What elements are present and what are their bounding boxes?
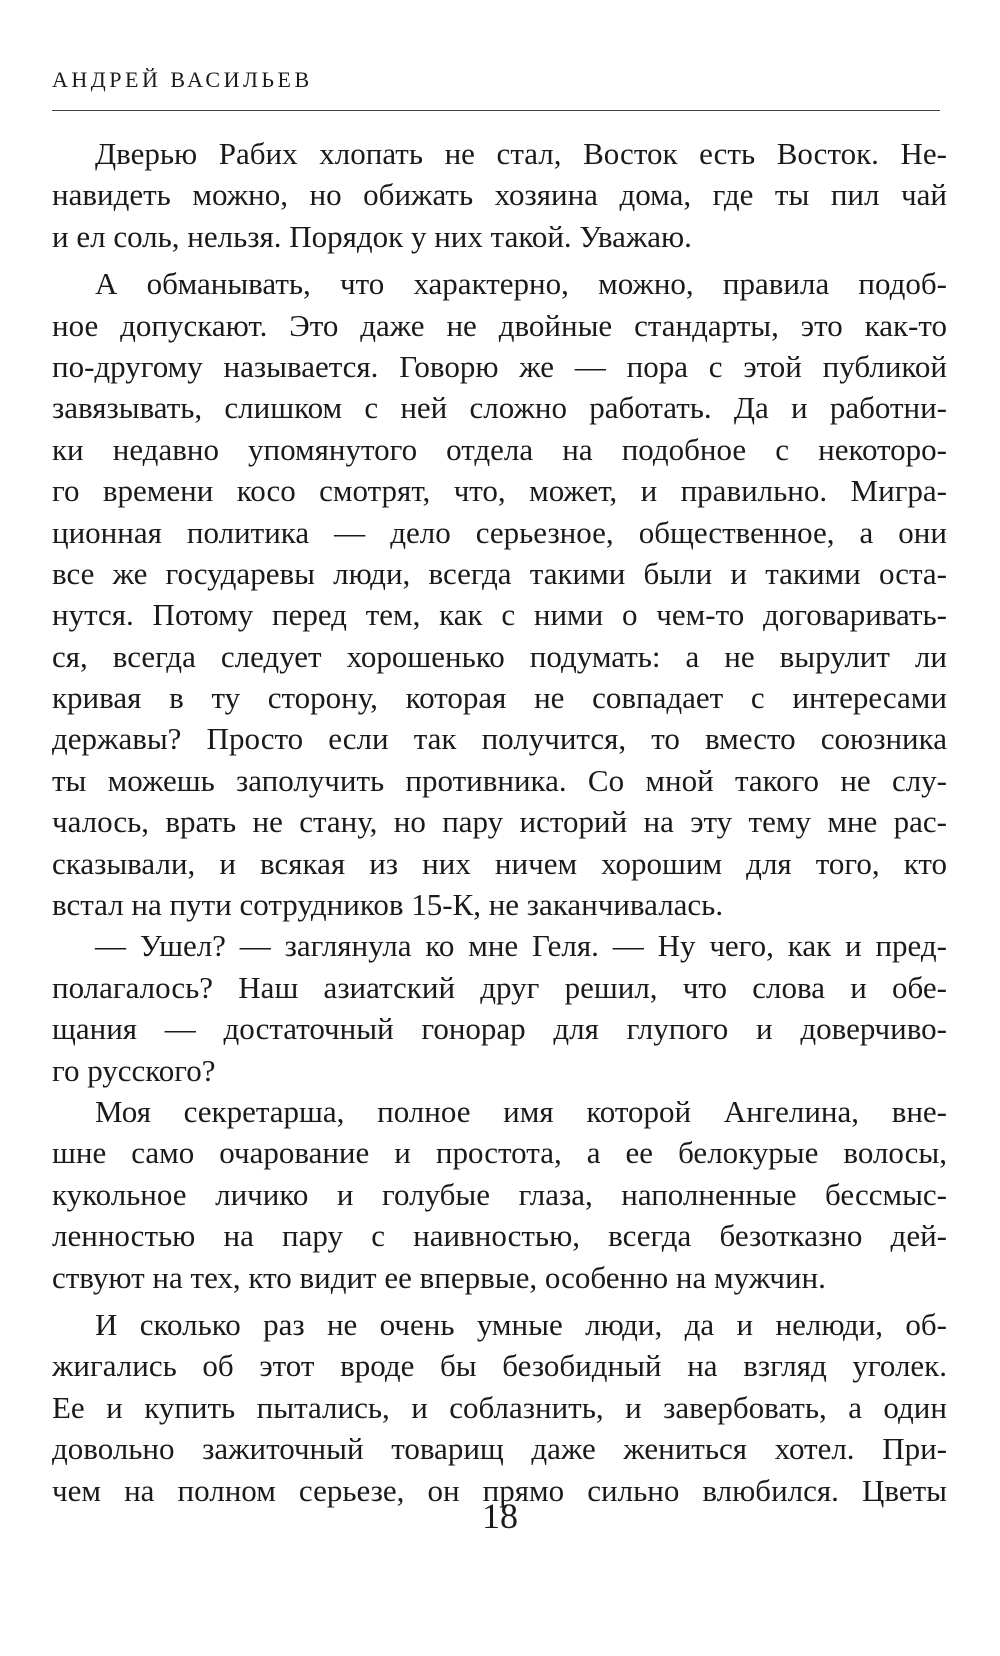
text-line: щания — достаточный гонорар для глупого и доверчиво- — [52, 1011, 947, 1047]
header-rule — [52, 110, 940, 111]
text-line: шне само очарование и простота, а ее белокурые волосы, — [52, 1135, 947, 1171]
text-line: ты можешь заполучить противника. Со мной такого не слу- — [52, 762, 947, 798]
text-line: сказывали, и всякая из них ничем хорошим для того, кто — [52, 845, 947, 881]
text-line: довольно зажиточный товарищ даже жениться хотел. При- — [52, 1431, 947, 1467]
text-line: — Ушел? — заглянула ко мне Геля. — Ну чего, как и пред- — [95, 928, 947, 964]
body-text — [52, 133, 947, 1511]
text-line: державы? Просто если так получится, то вместо союзника — [52, 721, 947, 757]
text-line: жигались об этот вроде бы безобидный на взгляд уголек. — [52, 1348, 947, 1384]
text-line: ки недавно упомянутого отдела на подобное с некоторо- — [52, 431, 947, 467]
text-line: кукольное личико и голубые глаза, наполненные бессмыс- — [52, 1176, 947, 1212]
running-head: АНДРЕЙ ВАСИЛЬЕВ — [52, 67, 313, 92]
text-line: А обманывать, что характерно, можно, правила подоб- — [95, 266, 947, 302]
text-line: навидеть можно, но обижать хозяина дома, где ты пил чай — [52, 177, 947, 213]
page-number: 18 — [482, 1496, 518, 1536]
text-line: И сколько раз не очень умные люди, да и нелюди, об- — [95, 1306, 947, 1342]
text-line: встал на пути сотрудников 15-К, не заканчивалась. — [52, 887, 724, 923]
text-line: ционная политика — дело серьезное, общественное, а они — [52, 514, 947, 550]
text-line: Ее и купить пытались, и соблазнить, и завербовать, а один — [52, 1389, 947, 1425]
text-line: полагалось? Наш азиатский друг решил, что слова и обе- — [52, 969, 947, 1005]
text-line: по-другому называется. Говорю же — пора с этой публикой — [52, 348, 947, 384]
text-line: и ел соль, нельзя. Порядок у них такой. Уважаю. — [52, 218, 692, 254]
text-line: чем на полном серьезе, он прямо сильно влюбился. Цветы — [52, 1472, 947, 1508]
text-line: кривая в ту сторону, которая не совпадает с интересами — [52, 680, 947, 716]
text-line: нутся. Потому перед тем, как с ними о чем-то договаривать- — [52, 597, 947, 633]
text-line: чалось, врать не стану, но пару историй на эту тему мне рас- — [52, 804, 947, 840]
text-line: го времени косо смотрят, что, может, и правильно. Мигра- — [52, 473, 947, 509]
text-line: все же государевы люди, всегда такими были и такими оста- — [52, 555, 947, 591]
text-line: ленностью на пару с наивностью, всегда безотказно дей- — [52, 1218, 947, 1254]
text-line: ствуют на тех, кто видит ее впервые, особенно на мужчин. — [52, 1259, 826, 1295]
text-line: ное допускают. Это даже не двойные стандарты, это как-то — [52, 307, 947, 343]
text-line: ся, всегда следует хорошенько подумать: а не вырулит ли — [52, 638, 947, 674]
text-line: завязывать, слишком с ней сложно работать. Да и работни- — [52, 390, 947, 426]
text-line: Моя секретарша, полное имя которой Ангелина, вне- — [95, 1093, 947, 1129]
text-line: Дверью Рабих хлопать не стал, Восток есть Восток. Не- — [95, 136, 947, 171]
text-line: го русского? — [52, 1052, 216, 1088]
